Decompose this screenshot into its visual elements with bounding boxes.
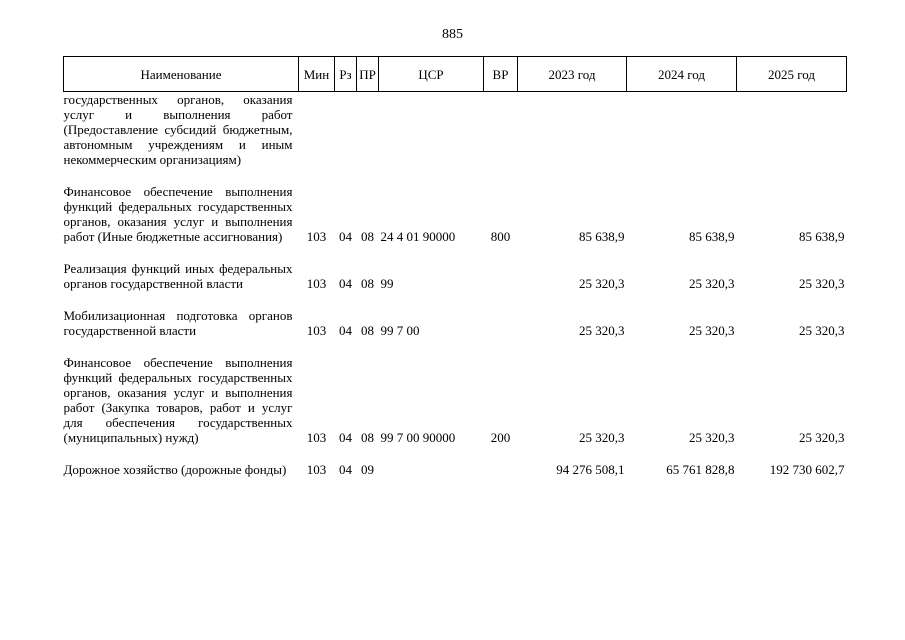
row-2023: 85 638,9 — [579, 229, 625, 244]
row-csr: 99 7 00 — [380, 323, 420, 338]
row-2023: 25 320,3 — [579, 323, 625, 338]
row-rz: 04 — [339, 229, 352, 244]
row-csr: 99 — [380, 276, 394, 291]
page-number: 885 — [442, 27, 463, 42]
row-pr: 09 — [361, 462, 374, 477]
row-2025: 25 320,3 — [799, 430, 845, 445]
header-name: Наименование — [64, 57, 299, 92]
row-2023 — [518, 92, 627, 185]
row-min: 103 — [306, 229, 327, 244]
row-pr: 08 — [361, 276, 374, 291]
row-vr — [484, 462, 518, 477]
row-2023: 25 320,3 — [579, 276, 625, 291]
header-vr: ВР — [484, 57, 518, 92]
row-rz: 04 — [339, 276, 352, 291]
row-min — [299, 92, 335, 185]
header-2025: 2025 год — [737, 57, 847, 92]
row-2024: 65 761 828,8 — [666, 462, 735, 477]
row-name: государственных органов, оказания услуг и выполнения работ (Предоставление субсидий бюджетным, автономным учреждениям и иным некоммерческим организациям) — [63, 92, 293, 167]
row-2024: 25 320,3 — [689, 430, 735, 445]
table-row — [64, 308, 847, 355]
row-pr: 08 — [361, 430, 374, 445]
row-2024: 85 638,9 — [689, 229, 735, 244]
row-csr: 24 4 01 90000 — [380, 229, 456, 244]
header-min: Мин — [299, 57, 335, 92]
row-2024: 25 320,3 — [689, 323, 735, 338]
row-name: Финансовое обеспечение выполнения функций федеральных государственных органов, оказания услуг и выполнения работ (Иные бюджетные ассигнования) — [63, 184, 293, 244]
row-rz — [335, 92, 357, 185]
row-2025: 85 638,9 — [799, 229, 845, 244]
row-pr: 08 — [361, 229, 374, 244]
row-name: Финансовое обеспечение выполнения функций федеральных государственных органов, оказания услуг и выполнения работ (Закупка товаров, работ и услуг для обеспечения государственных (муниципальных) нужд) — [63, 355, 293, 445]
row-2023: 25 320,3 — [579, 430, 625, 445]
table-row — [64, 462, 847, 477]
header-pr: ПР — [357, 57, 379, 92]
row-vr — [484, 308, 518, 355]
table-row — [64, 92, 847, 185]
row-name: Дорожное хозяйство (дорожные фонды) — [63, 462, 287, 477]
row-name: Реализация функций иных федеральных органов государственной власти — [63, 261, 293, 291]
header-2023: 2023 год — [518, 57, 627, 92]
row-min: 103 — [306, 462, 327, 477]
row-csr — [379, 462, 484, 477]
row-pr — [357, 92, 379, 185]
header-csr: ЦСР — [379, 57, 484, 92]
table-row — [64, 184, 847, 261]
row-2023: 94 276 508,1 — [556, 462, 625, 477]
row-csr — [379, 92, 484, 185]
row-name: Мобилизационная подготовка органов государственной власти — [63, 308, 293, 338]
table-row — [64, 355, 847, 462]
row-min: 103 — [306, 323, 327, 338]
header-2024: 2024 год — [627, 57, 737, 92]
table-header-row — [64, 57, 847, 92]
row-2025: 25 320,3 — [799, 276, 845, 291]
row-min: 103 — [306, 276, 327, 291]
row-vr: 200 — [490, 430, 511, 445]
row-2024: 25 320,3 — [689, 276, 735, 291]
row-rz: 04 — [339, 323, 352, 338]
row-min: 103 — [306, 430, 327, 445]
table-row — [64, 261, 847, 308]
row-2025 — [737, 92, 847, 185]
row-vr — [484, 92, 518, 185]
row-vr: 800 — [490, 229, 511, 244]
row-rz: 04 — [339, 430, 352, 445]
row-csr: 99 7 00 90000 — [380, 430, 456, 445]
row-rz: 04 — [339, 462, 352, 477]
header-rz: Рз — [335, 57, 357, 92]
row-2024 — [627, 92, 737, 185]
row-2025: 25 320,3 — [799, 323, 845, 338]
row-2025: 192 730 602,7 — [769, 462, 845, 477]
budget-table — [63, 56, 847, 477]
row-vr — [484, 261, 518, 308]
row-pr: 08 — [361, 323, 374, 338]
